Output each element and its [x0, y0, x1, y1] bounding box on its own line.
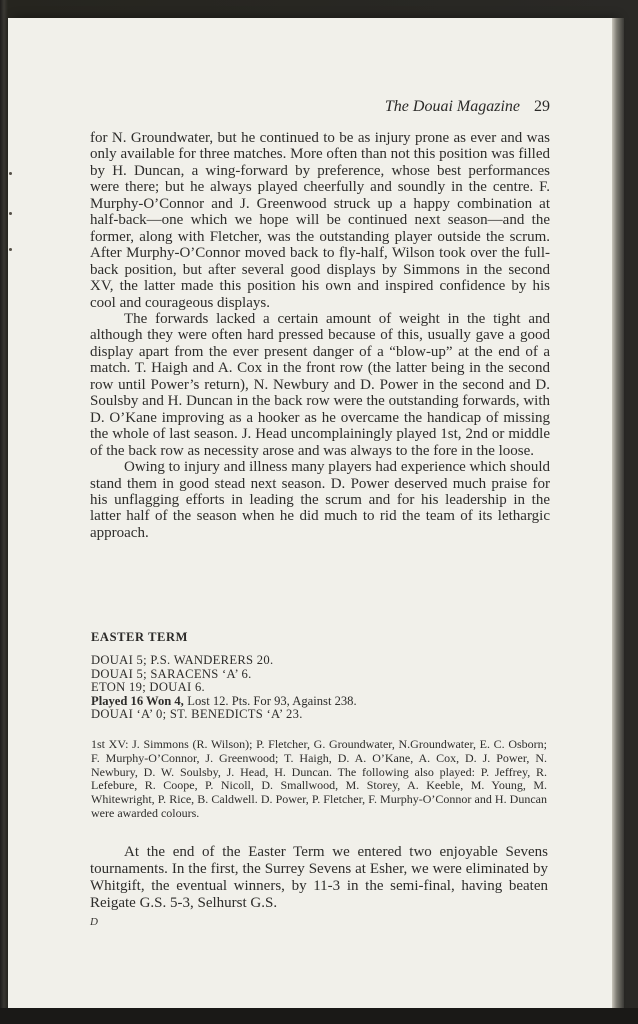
- section-heading: EASTER TERM: [91, 630, 189, 644]
- scanner-bed-edge: [0, 1008, 638, 1024]
- result-line: ETON 19; DOUAI 6.: [91, 680, 206, 695]
- paragraph: At the end of the Easter Term we entered two enjoyable Sevens tournaments. In the first, the Surrey Sevens at Esher, we were eliminated by Whitgift, the eventual winners, by 11-3 in the semi-final, having beaten Reigate G.S. 5-3, Selhurst G.S.: [90, 844, 548, 912]
- magazine-title: The Douai Magazine: [384, 98, 520, 115]
- team-list: 1st XV: J. Simmons (R. Wilson); P. Fletcher, G. Groundwater, N.Groundwater, E. C. Osborn; F. Murphy-O’Connor, J. Greenwood; T. Haigh, D. A. O’Kane, A. Cox, D. J. Power, N. Newbury, D. W. Soulsby, J. Head, H. Duncan. The following also played: P. Jeffrey, R. Lefebure, R. Coope, P. Nicoll, D. Smallwood, M. Storey, A. Keeble, M. Young, M. Whitewright, P. Rice, B. Caldwell. D. Power, P. Fletcher, F. Murphy-O’Connor and H. Duncan were awarded colours.: [91, 737, 547, 820]
- season-points: Lost 12. Pts. For 93, Against 238.: [187, 693, 357, 708]
- paragraph: Owing to injury and illness many players had experience which should stand them in good stead next season. D. Power deserved much praise for his unflagging efforts in leading the scrum and for his leadership in the latter half of the season when he did much to rid the team of its lethargic approach.: [90, 459, 550, 541]
- match-results: [91, 654, 551, 722]
- paragraph: The forwards lacked a certain amount of weight in the tight and although they were often hard pressed because of this, usually gave a good display apart from the ever present danger of a “blow-up” at the end of a match. T. Haigh and A. Cox in the front row (the latter being in the second row until Power’s return), N. Newbury and D. Power in the second and D. Soulsby and H. Duncan in the back row were the outstanding forwards, with D. O’Kane improving as a hooker as he overcame the handicap of missing the whole of last season. J. Head uncomplainingly played 1st, 2nd or middle of the back row as necessity arose and was always to the fore in the loose.: [90, 310, 550, 459]
- footer-mark: D: [90, 916, 98, 928]
- paragraph: for N. Groundwater, but he continued to be as injury prone as ever and was only available for three matches. More often than not this position was filled by H. Duncan, a wing-forward by preference, whose best performances were there; but he always played cheerfully and soundly in the centre. F. Murphy-O’Connor and J. Greenwood struck up a happy combination at half-back—one which we hope will be continued next season—and the former, along with Fletcher, was the outstanding player outside the scrum. After Murphy-O’Connor moved back to fly-half, Wilson took over the full-back position, but after several good displays by Simmons in the second XV, the latter made this position his own and inspired confidence by his cool and courageous displays.: [90, 130, 550, 311]
- sevens-section: [90, 844, 548, 912]
- margin-mark: [9, 172, 12, 175]
- running-header: [90, 98, 550, 120]
- result-line: DOUAI ‘A’ 0; ST. BENEDICTS ‘A’ 23.: [91, 707, 303, 722]
- result-line: DOUAI 5; SARACENS ‘A’ 6.: [91, 666, 252, 681]
- article-body: [90, 130, 550, 541]
- page-edge: [612, 18, 624, 1010]
- season-summary: [91, 695, 551, 709]
- margin-mark: [9, 212, 12, 215]
- result-line: DOUAI 5; P.S. WANDERERS 20.: [91, 653, 274, 667]
- margin-mark: [9, 248, 12, 251]
- page-number: 29: [534, 98, 550, 115]
- season-record: Played 16 Won 4,: [91, 693, 184, 708]
